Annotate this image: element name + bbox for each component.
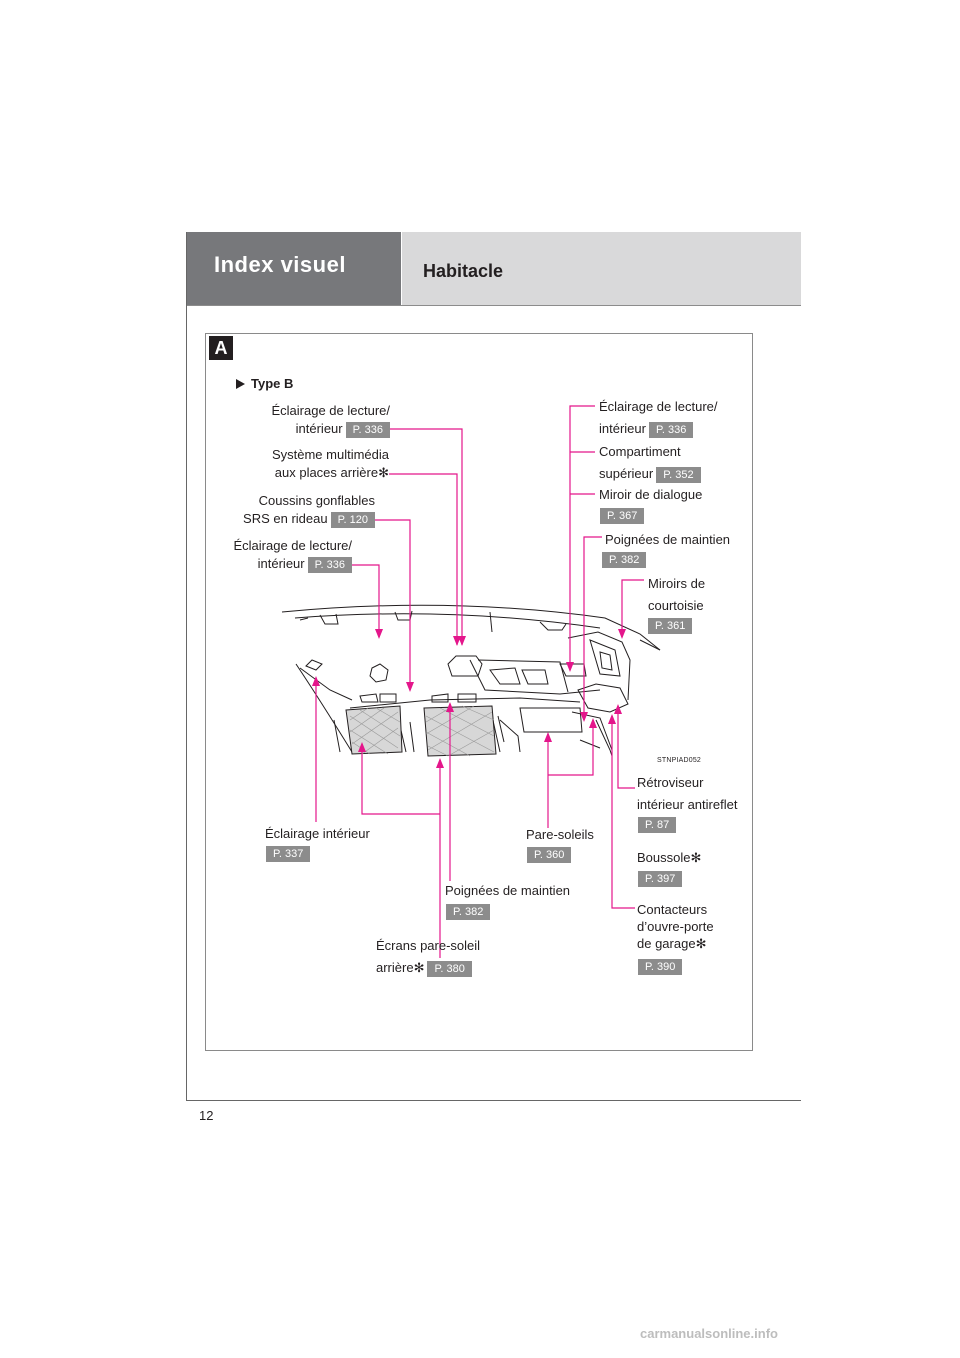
callout-conversation-mirror: Miroir de dialogue (599, 487, 703, 502)
callout-curtain-airbags: Coussins gonflables SRS en rideau P. 120 (243, 493, 375, 526)
page-ref: P. 337 (266, 846, 310, 862)
page-ref: P. 367 (600, 508, 644, 524)
callout-interior-light: Éclairage intérieur (265, 826, 370, 841)
page-ref: P. 390 (638, 959, 682, 975)
asterisk-mark: ✻ (695, 936, 707, 951)
image-code: STNPIAD052 (657, 757, 702, 764)
callout-vanity-mirrors: Miroirs de courtoisie (648, 576, 706, 613)
panel-badge: A (209, 336, 233, 360)
page-number: 12 (199, 1108, 214, 1123)
watermark: carmanualsonline.info (640, 1326, 778, 1341)
page-ref: P. 336 (346, 422, 390, 438)
page-ref: P. 361 (648, 618, 692, 634)
callout-rear-multimedia: Système multimédia aux places arrière✻ (271, 447, 389, 480)
callout-reading-light-2: Éclairage de lecture/ intérieur P. 336 (233, 538, 352, 571)
callout-reading-light-1: Éclairage de lecture/ intérieur P. 336 (271, 403, 390, 436)
callout-reading-light-3: Éclairage de lecture/ intérieur P. 336 (599, 399, 718, 436)
callout-compass: Boussole✻ (637, 850, 702, 865)
page-ref: P. 87 (638, 817, 676, 833)
asterisk-mark: ✻ (413, 960, 425, 975)
page-ref: P. 352 (656, 467, 700, 483)
asterisk-mark: ✻ (690, 850, 702, 865)
callout-assist-grips-1: Poignées de maintien (605, 532, 731, 547)
page-ref: P. 336 (308, 557, 352, 573)
section-title: Index visuel (214, 252, 346, 277)
callout-assist-grips-2: Poignées de maintien (445, 883, 571, 898)
callout-sun-visors: Pare-soleils (526, 827, 594, 842)
page-subtitle: Habitacle (423, 261, 504, 281)
type-label: Type B (251, 376, 294, 391)
callout-rearview-mirror: Rétroviseur intérieur antireflet (637, 775, 738, 812)
callout-rear-sunshades: Écrans pare-soleil arrière✻ P. 380 (376, 938, 481, 975)
page-ref: P. 380 (427, 961, 471, 977)
page-ref: P. 382 (602, 552, 646, 568)
asterisk-mark: ✻ (378, 465, 389, 480)
page-ref: P. 336 (649, 422, 693, 438)
page-ref: P. 397 (638, 871, 682, 887)
page-ref: P. 360 (527, 847, 571, 863)
callout-overhead-console: Compartiment supérieur P. 352 (599, 443, 701, 483)
page-ref: P. 382 (446, 904, 490, 920)
page-ref: P. 120 (331, 512, 375, 528)
callout-garage-door-opener: Contacteurs d’ouvre-porte de garage✻ (637, 902, 714, 951)
